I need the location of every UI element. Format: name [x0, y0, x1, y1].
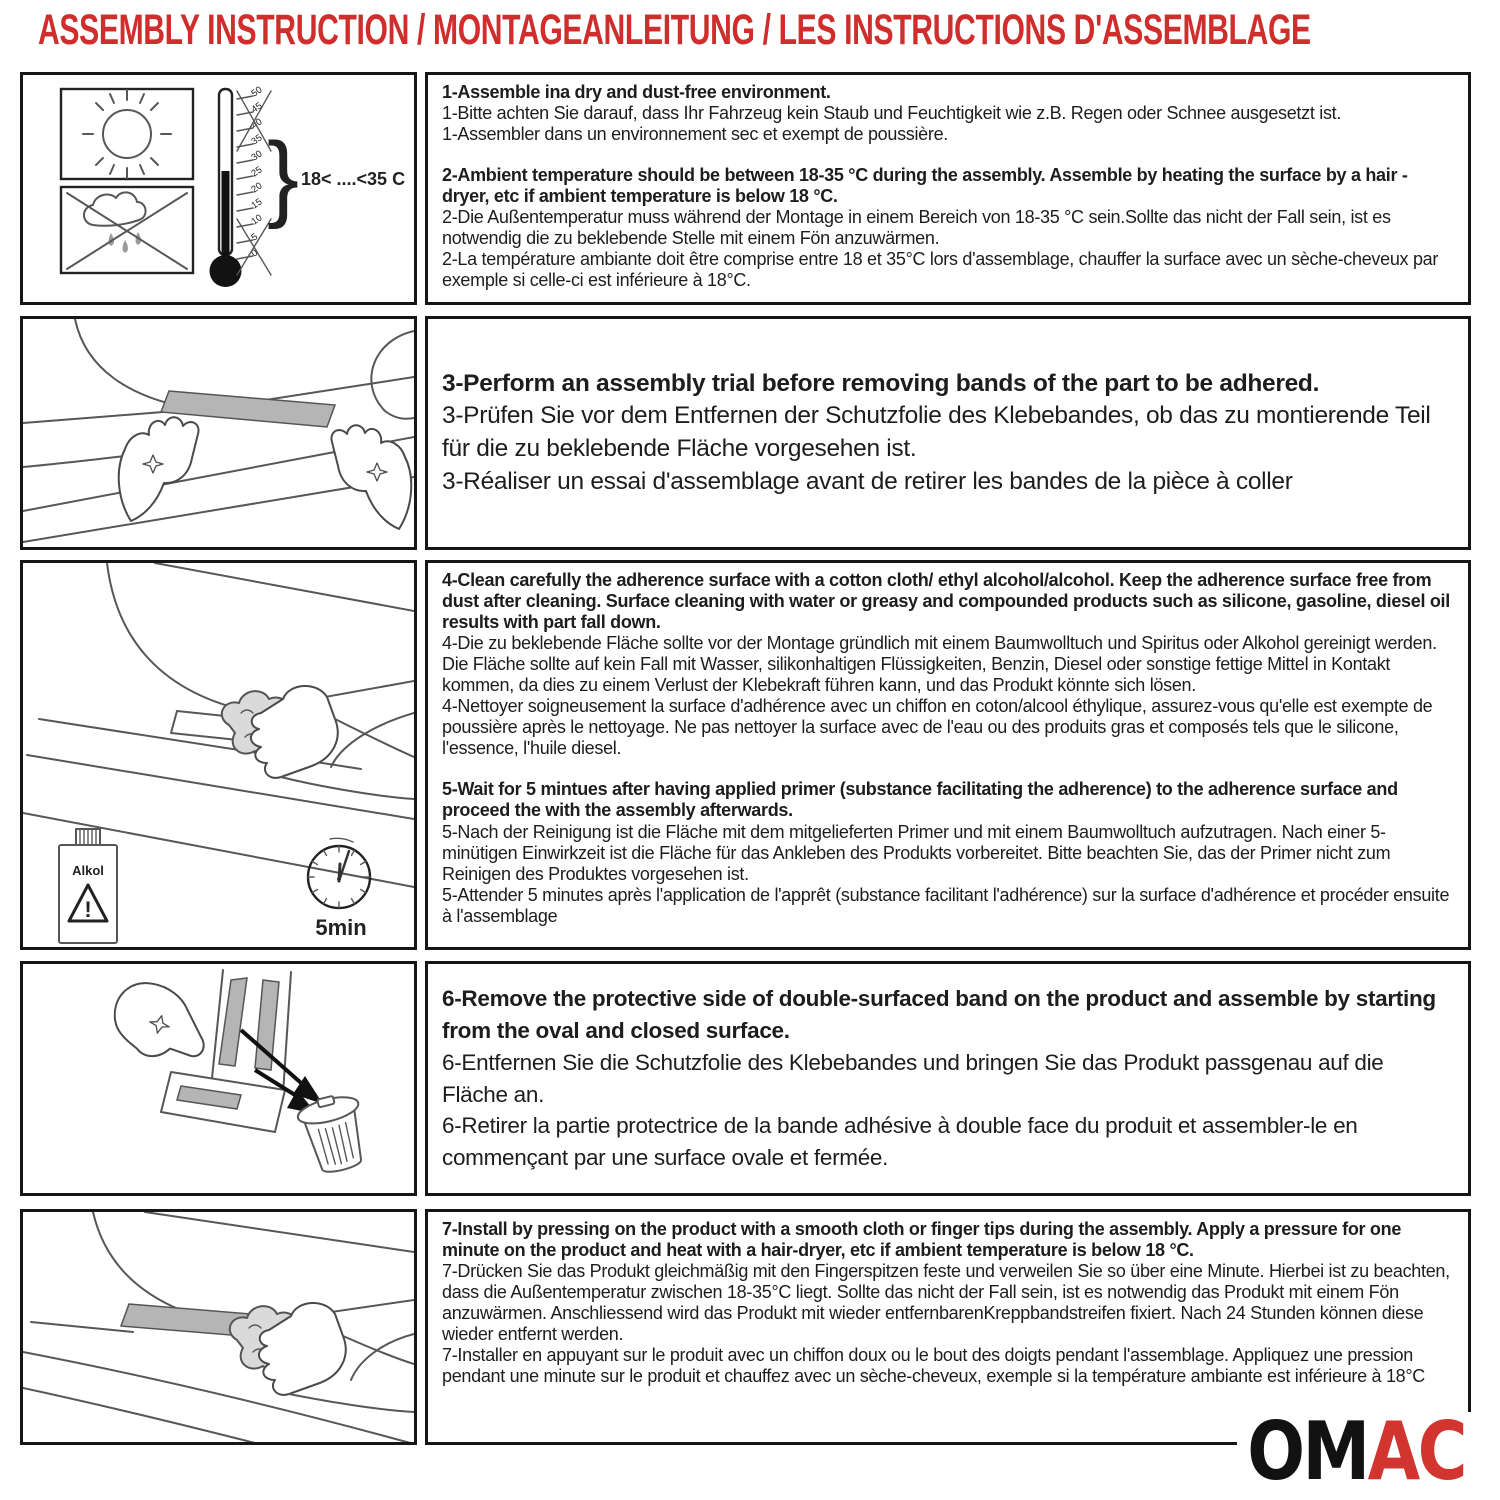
svg-text:40: 40: [249, 116, 265, 132]
omac-logo-red-letters: AC: [1367, 1405, 1466, 1498]
step1-fr: 1-Assembler dans un environnement sec et exempt de poussière.: [442, 124, 948, 145]
adhesive-band: [255, 980, 279, 1070]
bottle-label: Alkol: [72, 863, 104, 878]
step5-de: 5-Nach der Reinigung ist die Fläche mit dem mitgelieferten Primer und mit einem Baumwolltuch aufzutragen. Nach einer 5-minütigen Einwirkzeit ist die Fläche für das Ankleben des Produkts vorbereitet. Bitte beachten Sie, das der Primer nicht zum Reinigen des Produktes vorgesehen ist.: [442, 821, 1391, 884]
peel-band-illustration-svg: [23, 964, 414, 1193]
illustration-trial-fit: [20, 316, 417, 550]
no-rain-icon: [67, 192, 187, 269]
step4-en: 4-Clean carefully the adherence surface with a cotton cloth/ ethyl alcohol/alcohol. Keep the adherence surface free from dust after cleaning. Surface cleaning with water or greasy and compounded products such as silicone, gasoline, diesel oil results with part fall down.: [442, 570, 1450, 633]
svg-text:30: 30: [249, 148, 265, 164]
svg-text:15: 15: [249, 196, 265, 212]
illustration-climate: [20, 72, 417, 305]
hand-sketch: [251, 686, 414, 799]
illustration-press-install: [20, 1209, 417, 1445]
step7-fr: 7-Installer en appuyant sur le produit avec un chiffon doux ou le bout des doigts pendant l'assemblage. Appliquez une pression pendant une minute sur le produit et chauffez avec un sèche-cheveux, exemple si la température ambiante est inférieure à 18°C: [442, 1345, 1425, 1387]
step4-fr: 4-Nettoyer soigneusement la surface d'adhérence avec un chiffon en coton/alcool éthylique, assurez-vous qu'elle est exempte de poussière après le nettoyage. Ne pas nettoyer la surface avec de l'eau ou des produits gras et composés tels que le silicone, l'essence, l'huile diesel.: [442, 696, 1433, 759]
svg-text:45: 45: [249, 100, 265, 116]
adhesive-band: [219, 978, 247, 1066]
cleaning-illustration-svg: [23, 563, 414, 947]
five-min-clock-icon: [308, 838, 370, 940]
sun-icon: [83, 90, 171, 178]
step1-de: 1-Bitte achten Sie darauf, dass Ihr Fahrzeug kein Staub und Feuchtigkeit wie z.B. Regen oder Schnee ausgesetzt ist.: [442, 103, 1342, 124]
step6-en: 6-Remove the protective side of double-surfaced band on the product and assemble by starting from the oval and closed surface.: [442, 985, 1436, 1043]
omac-logo-black-letters: OM: [1247, 1405, 1368, 1498]
illustration-cleaning: [20, 560, 417, 950]
clock-label: 5min: [315, 915, 367, 940]
step5-fr: 5-Attender 5 minutes après l'application de l'apprêt (substance facilitant l'adhérence) sur la surface d'adhérence et procéder ensuite à l'assemblage: [442, 884, 1450, 926]
step2-fr: 2-La température ambiante doit être comprise entre 18 et 35°C lors d'assemblage, chauffer la surface avec un sèche-cheveux par exemple si celle-ci est inférieure à 18°C.: [442, 249, 1439, 291]
instructions-steps-1-2: [425, 72, 1471, 305]
step7-de: 7-Drücken Sie das Produkt gleichmäßig mit den Fingerspitzen feste und verweilen Sie so über eine Minute. Hierbei ist zu beachten, dass die Außentemperatur zwischen 18-35°C liegt. Sollte das nicht der Fall sein, ist es notwendig das Produkt mit einem Fön anzuwärmen. Anschliessend wird das Produkt mit wieder entfernbarenKreppbandstreifen fixiert. Nach 24 Stunden können diese wieder entfernt werden.: [442, 1261, 1450, 1345]
svg-text:5: 5: [249, 231, 261, 244]
step3-de: 3-Prüfen Sie vor dem Entfernen der Schutzfolie des Klebebandes, ob das zu montierende Teil für die zu beklebende Fläche vorgesehen ist.: [442, 402, 1431, 462]
svg-text:25: 25: [249, 164, 265, 180]
svg-text:10: 10: [249, 212, 265, 228]
svg-text:0: 0: [249, 247, 261, 260]
step3-fr: 3-Réaliser un essai d'assemblage avant de retirer les bandes de la pièce à coller: [442, 467, 1293, 495]
temperature-range-label: 18< ....<35 C: [301, 169, 406, 189]
svg-text:20: 20: [249, 180, 265, 196]
illustration-peel-band: [20, 961, 417, 1196]
thermometer-icon: [210, 84, 406, 287]
step2-de: 2-Die Außentemperatur muss während der Montage in einem Bereich von 18-35 °C sein.Sollte das nicht der Fall sein, ist es notwendig die zu beklebende Stelle mit einem Fön anzuwärmen.: [442, 207, 1391, 249]
omac-logo: [1237, 1405, 1472, 1498]
instructions-step-3: [425, 316, 1471, 550]
step7-en: 7-Install by pressing on the product with a smooth cloth or finger tips during the assembly. Apply a pressure for one minute on the product and heat with a hair-dryer, etc if ambient temperature is below 18 °C.: [442, 1219, 1402, 1261]
svg-text:50: 50: [249, 84, 265, 100]
climate-illustration-svg: [23, 75, 414, 302]
page-title: ASSEMBLY INSTRUCTION / MONTAGEANLEITUNG / LES INSTRUCTIONS D'ASSEMBLAGE: [38, 6, 1311, 54]
svg-text:35: 35: [249, 132, 265, 148]
step2-en: 2-Ambient temperature should be between 18-35 °C during the assembly. Assemble by heating the surface by a hair -dryer, etc if ambient temperature is below 18 °C.: [442, 165, 1408, 207]
step5-en: 5-Wait for 5 mintues after having applied primer (substance facilitating the adherence) to the adherence surface and proceed the with the assembly afterwards.: [442, 779, 1398, 821]
warning-exclamation: !: [84, 897, 92, 922]
trial-fit-illustration-svg: [23, 319, 414, 547]
hand-sketch: [106, 976, 215, 1068]
press-install-illustration-svg: [23, 1212, 414, 1442]
step1-en: 1-Assemble ina dry and dust-free environment.: [442, 82, 831, 102]
step6-de: 6-Entfernen Sie die Schutzfolie des Klebebandes und bringen Sie das Produkt passgenau auf die Fläche an.: [442, 1049, 1384, 1107]
step4-de: 4-Die zu beklebende Fläche sollte vor der Montage gründlich mit einem Baumwolltuch und Spiritus oder Alkohol gereinigt werden. Die Fläche sollte auf kein Fall mit Wasser, silikonhaltigen Flüssigkeiten, Benzin, Diesel oder sonstige fettige Mittel in Kontakt kommen, da dies zu einem Verlust der Klebekraft führen kann, und das Produkt könnte sich lösen.: [442, 633, 1437, 696]
alcohol-bottle-icon: [59, 829, 117, 943]
range-brace: }: [267, 123, 300, 230]
left-hand-sketch: [119, 417, 199, 521]
instructions-step-6: [425, 961, 1471, 1196]
step6-fr: 6-Retirer la partie protectrice de la bande adhésive à double face du produit et assembler-le en commençant par une surface ovale et fermée.: [442, 1113, 1358, 1171]
step3-en: 3-Perform an assembly trial before removing bands of the part to be adhered.: [442, 369, 1320, 397]
instructions-steps-4-5: [425, 560, 1471, 950]
